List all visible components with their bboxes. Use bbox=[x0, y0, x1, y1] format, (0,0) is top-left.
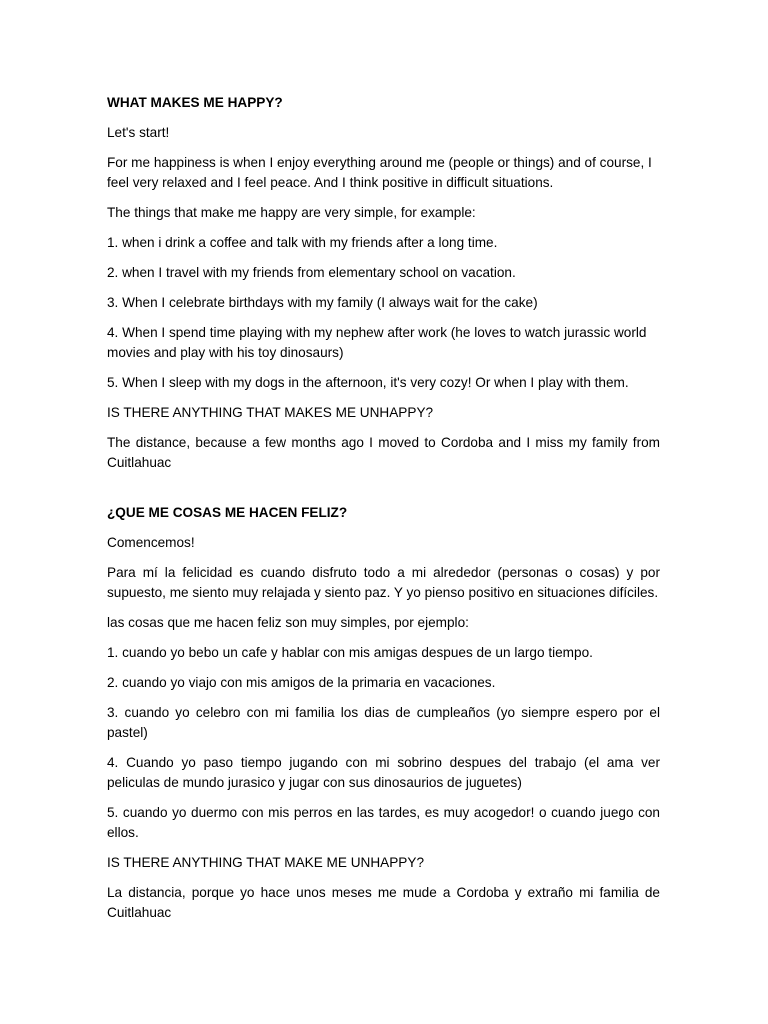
english-section bbox=[107, 93, 660, 473]
english-answer: The distance, because a few months ago I moved to Cordoba and I miss my family from Cuitlahuac bbox=[107, 435, 660, 470]
spanish-section bbox=[107, 503, 660, 923]
english-list-item-1: 1. when i drink a coffee and talk with my friends after a long time. bbox=[107, 235, 498, 250]
spanish-list-item-5: 5. cuando yo duermo con mis perros en las tardes, es muy acogedor! o cuando juego con ellos. bbox=[107, 805, 660, 840]
english-list-item-2: 2. when I travel with my friends from elementary school on vacation. bbox=[107, 265, 516, 280]
english-list-item-3: 3. When I celebrate birthdays with my family (I always wait for the cake) bbox=[107, 295, 538, 310]
english-list-item-5: 5. When I sleep with my dogs in the afternoon, it's very cozy! Or when I play with them. bbox=[107, 375, 629, 390]
spanish-title: ¿QUE ME COSAS ME HACEN FELIZ? bbox=[107, 505, 348, 520]
spanish-paragraph-1: Para mí la felicidad es cuando disfruto todo a mi alrededor (personas o cosas) y por supuesto, me siento muy relajada y siento paz. Y yo pienso positivo en situaciones difíciles. bbox=[107, 565, 660, 600]
spanish-intro: Comencemos! bbox=[107, 535, 195, 550]
english-question: IS THERE ANYTHING THAT MAKES ME UNHAPPY? bbox=[107, 405, 434, 420]
english-title: WHAT MAKES ME HAPPY? bbox=[107, 95, 283, 110]
english-intro: Let's start! bbox=[107, 125, 170, 140]
english-list-item-4: 4. When I spend time playing with my nephew after work (he loves to watch jurassic world movies and play with his toy dinosaurs) bbox=[107, 325, 647, 360]
document-page bbox=[107, 93, 660, 933]
spanish-question: IS THERE ANYTHING THAT MAKE ME UNHAPPY? bbox=[107, 855, 425, 870]
spanish-paragraph-2: las cosas que me hacen feliz son muy simples, por ejemplo: bbox=[107, 615, 469, 630]
spanish-list-item-1: 1. cuando yo bebo un cafe y hablar con mis amigas despues de un largo tiempo. bbox=[107, 645, 593, 660]
english-paragraph-2: The things that make me happy are very simple, for example: bbox=[107, 205, 476, 220]
spanish-list-item-2: 2. cuando yo viajo con mis amigos de la primaria en vacaciones. bbox=[107, 675, 496, 690]
spanish-list-item-4: 4. Cuando yo paso tiempo jugando con mi sobrino despues del trabajo (el ama ver peliculas de mundo jurasico y jugar con sus dinosaurios de juguetes) bbox=[107, 755, 660, 790]
spanish-list-item-3: 3. cuando yo celebro con mi familia los dias de cumpleaños (yo siempre espero por el pastel) bbox=[107, 705, 660, 740]
spanish-answer: La distancia, porque yo hace unos meses me mude a Cordoba y extraño mi familia de Cuitlahuac bbox=[107, 885, 660, 920]
english-paragraph-1: For me happiness is when I enjoy everything around me (people or things) and of course, I feel very relaxed and I feel peace. And I think positive in difficult situations. bbox=[107, 155, 652, 190]
